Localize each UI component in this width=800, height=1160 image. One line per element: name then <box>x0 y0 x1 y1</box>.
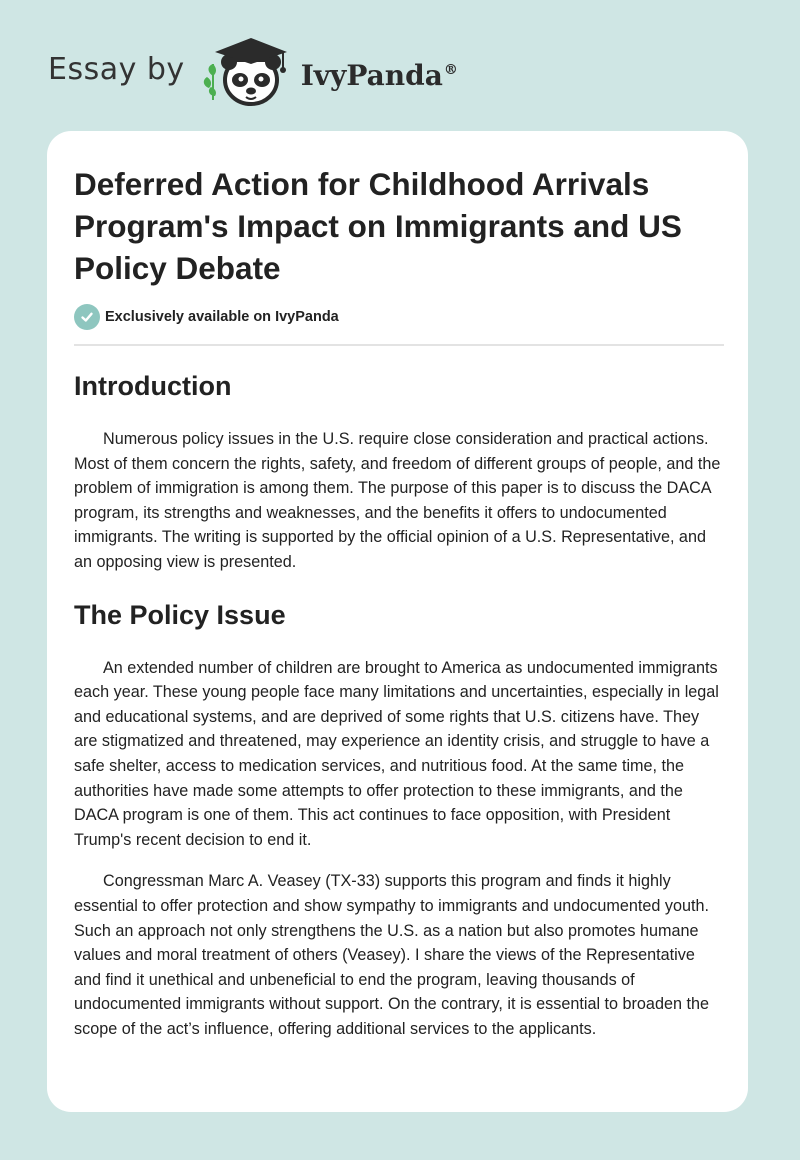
panda-logo-icon[interactable] <box>199 36 291 108</box>
section-policy-issue <box>74 599 724 1042</box>
brand-header <box>48 36 458 108</box>
paragraph: Congressman Marc A. Veasey (TX-33) supports this program and finds it highly essential to offer protection and show sympathy to immigrants and undocumented youth. Such an approach not only strengthens the U.S. as a nation but also promotes humane values and moral treatment of others (Veasey). I share the views of the Representative and find it unethical and unbeneficial to end the program, leaving thousands of undocumented immigrants without support. On the contrary, it is essential to broaden the scope of the act’s influence, offering additional services to the applicants. <box>74 872 709 1038</box>
paragraph: An extended number of children are brought to America as undocumented immigrants each year. These young people face many limitations and uncertainties, especially in legal and educational systems, and are deprived of some rights that U.S. citizens have. They are stigmatized and threatened, may experience an identity crisis, and struggle to have a safe shelter, access to medication services, and nutritious food. At the same time, the authorities have made some attempts to offer protection to these immigrants, and the DACA program is one of them. This act continues to face opposition, with President Trump's recent decision to end it. <box>74 658 719 849</box>
brand-name-text[interactable]: IvyPanda <box>300 58 443 92</box>
essay-title: Deferred Action for Childhood Arrivals Program's Impact on Immigrants and US Policy Debate <box>74 166 682 286</box>
exclusive-badge <box>74 303 724 331</box>
check-icon <box>74 304 100 330</box>
section-heading: The Policy Issue <box>74 599 286 630</box>
essay-card <box>47 131 748 1112</box>
section-introduction <box>74 370 724 575</box>
badge-text: Exclusively available on IvyPanda <box>105 309 339 325</box>
section-heading: Introduction <box>74 371 232 401</box>
registered-mark: ® <box>443 62 458 79</box>
paragraph: Numerous policy issues in the U.S. require close consideration and practical actions. Most of them concern the rights, safety, and freedom of different groups of people, and the problem of immigration is among them. The purpose of this paper is to discuss the DACA program, its strengths and weaknesses, and the benefits it offers to undocumented immigrants. The writing is supported by the official opinion of a U.S. Representative, and an opposing view is presented. <box>74 430 721 571</box>
brand-prefix: Essay by <box>48 51 185 87</box>
essay-content <box>74 163 724 1041</box>
divider <box>74 344 724 346</box>
brand-name[interactable] <box>301 59 458 92</box>
